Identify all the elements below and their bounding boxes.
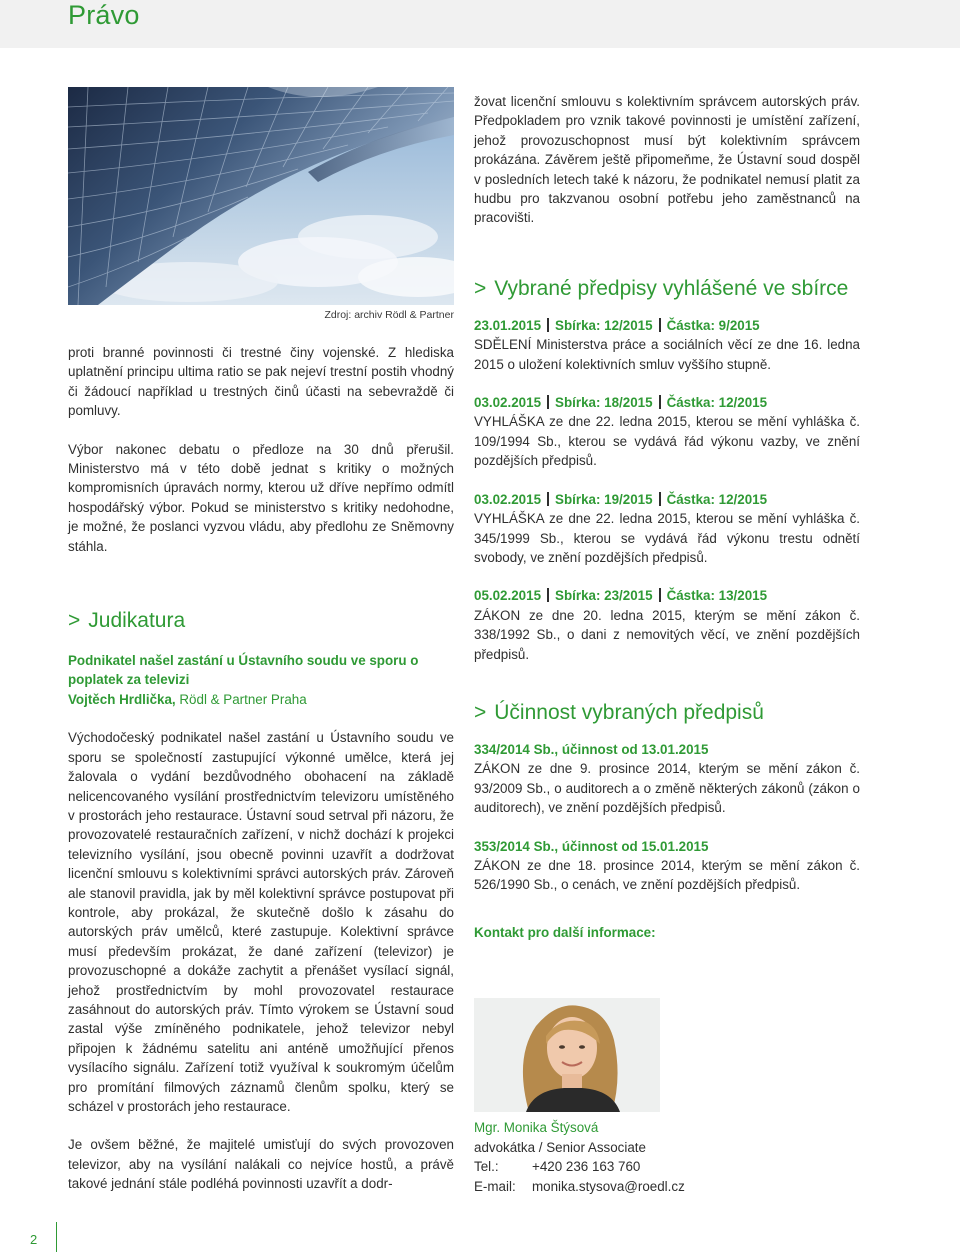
ucinnost-list — [474, 740, 860, 895]
predpis-entry-text: ZÁKON ze dne 20. ledna 2015, kterým se mění zákon č. 338/1992 Sb., o dani z nemovitých věcí, ve znění pozdějších předpisů. — [474, 607, 860, 662]
section-title: Právo — [68, 0, 140, 30]
predpis-entry — [474, 393, 860, 471]
contact-role: advokátka / Senior Associate — [474, 1139, 646, 1155]
predpis-entry-text: SDĚLENÍ Ministerstva práce a sociálních věcí ze dne 16. ledna 2015 o uložení kolektivních smluv vyššího stupně. — [474, 337, 860, 372]
article-title: Podnikatel našel zastání u Ústavního soudu ve sporu o poplatek za televizi — [68, 653, 419, 688]
contact-portrait — [474, 998, 660, 1112]
contact-phone: Tel.: +420 236 163 760 — [474, 1159, 641, 1175]
contact-email[interactable]: E-mail: monika.stysova@roedl.cz — [474, 1178, 685, 1194]
right-column — [474, 92, 860, 942]
page-number: 2 — [30, 1232, 38, 1247]
predpis-entry — [474, 586, 860, 664]
building-photo — [68, 87, 454, 305]
contact-heading: Kontakt pro další informace: — [474, 924, 656, 940]
predpis-entry — [474, 490, 860, 568]
photo-caption: Zdroj: archiv Rödl & Partner — [324, 309, 454, 321]
predpis-entry-header: 05.02.2015 Sbírka: 23/2015 Částka: 13/2015 — [474, 588, 768, 604]
ucinnost-entry-header: 353/2014 Sb., účinnost od 15.01.2015 — [474, 838, 709, 854]
predpis-entry — [474, 316, 860, 374]
paragraph: Výbor nakonec debatu o předloze na 30 dnů přerušil. Ministerstvo má v této době jednat s kritiky o možných kompromisních úpravách normy, kterou už dříve nepřímo odmítl hospodářský výbor. Pokud se ministerstvo s kritiky nedohodne, je možné, že poslanci vyzvou vládu, aby předlohu ze Sněmovny stáhla. — [68, 441, 454, 554]
predpis-entry-header: 23.01.2015 Sbírka: 12/2015 Částka: 9/2015 — [474, 317, 760, 333]
ucinnost-entry-text: ZÁKON ze dne 9. prosince 2014, kterým se mění zákon č. 93/2009 Sb., o auditorech a o změně některých zákonů (zákon o auditorech), ve znění pozdějších předpisů. — [474, 761, 860, 816]
predpisy-list — [474, 316, 860, 664]
predpis-entry-header: 03.02.2015 Sbírka: 19/2015 Částka: 12/2015 — [474, 491, 768, 507]
paragraph: Je ovšem běžné, že majitelé umisťují do svých provozoven televizor, aby na vysílání nalákali co nejvíce hostů, a právě takové jednání stále podléhá povinnosti uzavřít a dodr- — [68, 1137, 454, 1192]
ucinnost-entry-header: 334/2014 Sb., účinnost od 13.01.2015 — [474, 741, 709, 757]
ucinnost-entry — [474, 837, 860, 895]
ucinnost-heading: > Účinnost vybraných předpisů — [474, 700, 764, 724]
paragraph: proti branné povinnosti či trestné činy vojenské. Z hlediska uplatnění principu ultima ratio se pak nejeví trestní postih vhodný či žádoucí například u trestných činů účasti na sebevraždě či pomluvy. — [68, 345, 454, 419]
paragraph: žovat licenční smlouvu s kolektivním správcem autorských práv. Předpokladem pro vznik takové povinnosti je umístění zařízení, jehož provozuschopnost musí být kolektivním správcem prokázána. Závěrem ještě připomeňme, že Ústavní soud dospěl v posledních letech také k názoru, že podnikatel nemusí platit za hudbu pro takzvanou osobní potřebu jeho zaměstnanců na pracovišti. — [474, 94, 860, 226]
page-number-rule — [56, 1222, 57, 1252]
paragraph: Východočeský podnikatel našel zastání u Ústavního soudu ve sporu se společností zastupující výkonné umělce, která jej žalovala o vydání bezdůvodného obohacení na základě nelicencovaného vysílání prostřednictvím televizoru umístěného v prostorách jeho restaurace. Ústavní soud setrval při názoru, že provozovatelé restauračních zařízení, v nichž dochází k projekci televizního vysílání, jsou obecně povinni uzavřít a dodržovat licenční smlouvu s kolektivními správci autorských práv. Zároveň ale stanovil pravidla, jak by měl kolektivní správce postupovat při kontrole, aby prokázal, že skutečně došlo k zásahu do autorských práv umělců, které zastupuje. Kolektivní správce musí především prokázat, že dané zařízení (televizor) je provozuschopné a dokáže zachytit a přenášet vysílací signál, jehož prostřednictvím by mohl provozovatel restaurace zasáhnout do autorských práv. Tímto výrokem se Ústavní soud zastal výše zmíněného podnikatele, jehož televizor nebyl připojen k žádnému satelitu ani anténě umožňující přenos vysílacího signálu. Zařízení totiž využíval k soukromým účelům pro promítání filmových záznamů členům spolku, který se scházel v prostorách jeho restaurace. — [68, 730, 454, 1114]
ucinnost-entry-text: ZÁKON ze dne 18. prosince 2014, kterým se mění zákon č. 526/1990 Sb., o cenách, ve znění pozdějších předpisů. — [474, 857, 860, 893]
predpis-entry-header: 03.02.2015 Sbírka: 18/2015 Částka: 12/2015 — [474, 395, 768, 411]
left-column — [68, 343, 454, 1194]
contact-card — [474, 1118, 860, 1196]
page-header — [0, 0, 960, 48]
judikatura-heading: > Judikatura — [68, 609, 186, 633]
contact-name: Mgr. Monika Štýsová — [474, 1120, 599, 1135]
predpis-entry-text: VYHLÁŠKA ze dne 22. ledna 2015, kterou se mění vyhláška č. 345/1999 Sb., kterou se vydává řád výkonu trestu odnětí svobody, ve znění pozdějších předpisů. — [474, 511, 860, 565]
ucinnost-entry — [474, 740, 860, 818]
predpisy-heading: > Vybrané předpisy vyhlášené ve sbírce — [474, 276, 849, 300]
predpis-entry-text: VYHLÁŠKA ze dne 22. ledna 2015, kterou se mění vyhláška č. 109/1994 Sb., kterou se vydává řád výkonu vazby, ve znění pozdějších předpisů. — [474, 414, 860, 469]
article-author: Vojtěch Hrdlička, Rödl & Partner Praha — [68, 691, 307, 707]
